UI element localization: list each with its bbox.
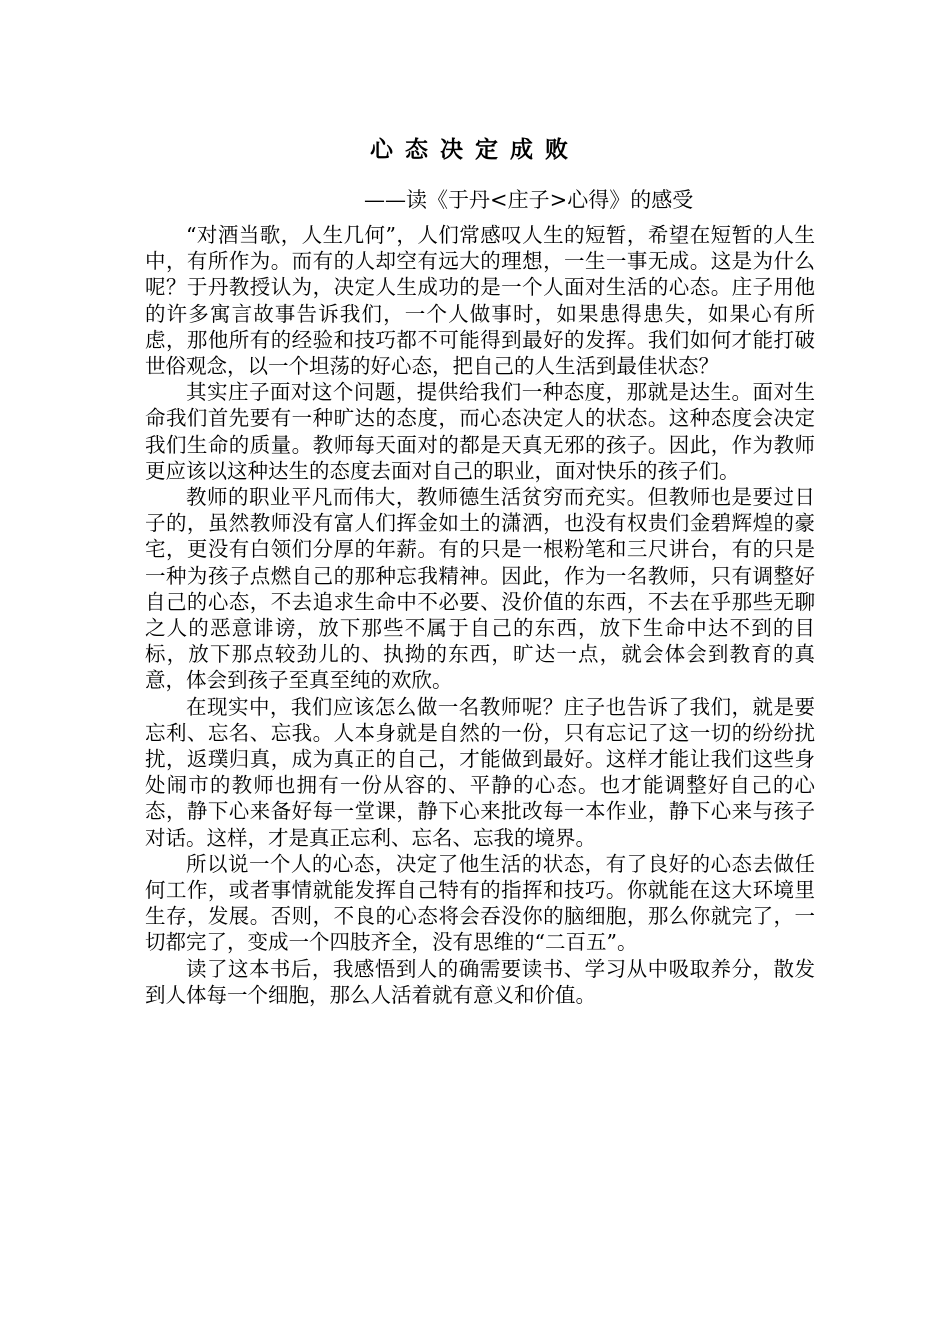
- paragraph-3: 教师的职业平凡而伟大，教师德生活贫穷而充实。但教师也是要过日子的，虽然教师没有富人们挥金如土的潇洒，也没有权贵们金碧辉煌的豪宅，更没有白领们分厚的年薪。有的只是一根粉笔和三尺讲台，有的只是一种为孩子点燃自己的那种忘我精神。因此，作为一名教师，只有调整好自己的心态，不去追求生命中不必要、没价值的东西，不去在乎那些无聊之人的恶意诽谤，放下那些不属于自己的东西，放下生命中达不到的目标，放下那点较劲儿的、执拗的东西，旷达一点，就会体会到教育的真意，体会到孩子至真至纯的欢欣。: [145, 485, 815, 693]
- page-title: 心态决定成败: [370, 137, 580, 163]
- essay-body: [145, 222, 815, 1008]
- page-subtitle: ——读《于丹<庄子>心得》的感受: [364, 188, 694, 212]
- paragraph-6: 读了这本书后，我感悟到人的确需要读书、学习从中吸取养分，散发到人体每一个细胞，那么人活着就有意义和价值。: [145, 956, 815, 1007]
- paragraph-4: 在现实中，我们应该怎么做一名教师呢？庄子也告诉了我们，就是要忘利、忘名、忘我。人本身就是自然的一份，只有忘记了这一切的纷纷扰扰，返璞归真，成为真正的自己，才能做到最好。这样才能让我们这些身处闹市的教师也拥有一份从容的、平静的心态。也才能调整好自己的心态，静下心来备好每一堂课，静下心来批改每一本作业，静下心来与孩子对话。这样，才是真正忘利、忘名、忘我的境界。: [145, 694, 815, 850]
- paragraph-2: 其实庄子面对这个问题，提供给我们一种态度，那就是达生。面对生命我们首先要有一种旷达的态度，而心态决定人的状态。这种态度会决定我们生命的质量。教师每天面对的都是天真无邪的孩子。因此，作为教师更应该以这种达生的态度去面对自己的职业，面对快乐的孩子们。: [145, 380, 815, 483]
- paragraph-1: “对酒当歌，人生几何”，人们常感叹人生的短暂，希望在短暂的人生中，有所作为。而有的人却空有远大的理想，一生一事无成。这是为什么呢？于丹教授认为，决定人生成功的是一个人面对生活的心态。庄子用他的许多寓言故事告诉我们，一个人做事时，如果患得患失，如果心有所虑，那他所有的经验和技巧都不可能得到最好的发挥。我们如何才能打破世俗观念，以一个坦荡的好心态，把自己的人生活到最佳状态？: [145, 223, 815, 379]
- paragraph-5: 所以说一个人的心态，决定了他生活的状态，有了良好的心态去做任何工作，或者事情就能发挥自己特有的指挥和技巧。你就能在这大环境里生存，发展。否则，不良的心态将会吞没你的脑细胞，那么你就完了，一切都完了，变成一个四肢齐全，没有思维的“二百五”。: [145, 851, 815, 955]
